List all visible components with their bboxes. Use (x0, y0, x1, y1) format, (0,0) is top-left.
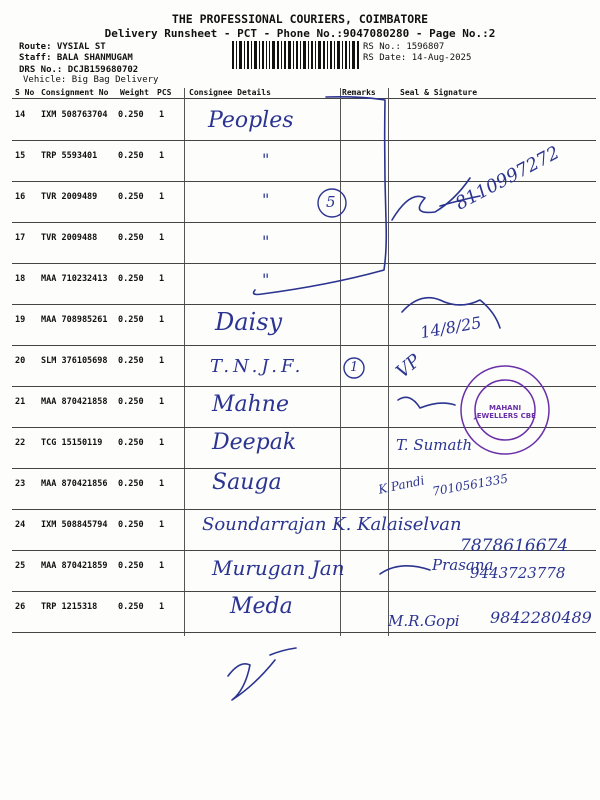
cell-pcs: 1 (159, 151, 165, 161)
cell-pcs: 1 (159, 315, 165, 325)
cell-sno: 23 (15, 479, 26, 489)
drs-number: DRS No.: DCJB159680702 (19, 65, 139, 75)
cell-consignment: IXM 508845794 (41, 520, 108, 530)
phone-row16: 8110997272 (452, 142, 563, 215)
cell-weight: 0.250 (118, 356, 144, 366)
consignee-hand-15: " (262, 150, 270, 169)
rs-date: RS Date: 14-Aug-2025 (363, 53, 472, 63)
consignee-hand-21: Mahne (212, 392, 289, 417)
cell-sno: 21 (15, 397, 26, 407)
signature-row21 (398, 397, 455, 408)
cell-sno: 25 (15, 561, 26, 571)
sign-row26: M.R.Gopi (388, 612, 460, 630)
cell-pcs: 1 (159, 561, 165, 571)
consignee-hand-24: Soundarrajan K. Kalaiselvan (202, 514, 462, 535)
cell-weight: 0.250 (118, 192, 144, 202)
cell-weight: 0.250 (118, 315, 144, 325)
circled-five-text: 5 (326, 193, 336, 211)
cell-consignment: IXM 508763704 (41, 110, 108, 120)
col-header-sno: S No (15, 88, 35, 97)
col-header-pcs: PCS (157, 88, 172, 97)
col-header-remarks: Remarks (342, 88, 376, 97)
consignee-hand-23: Sauga (212, 470, 282, 495)
signature-row25-underline (380, 566, 430, 574)
consignee-hand-26: Meda (230, 594, 293, 619)
cell-consignment: TRP 1215318 (41, 602, 98, 612)
consignee-hand-22: Deepak (212, 430, 297, 455)
rs-number: RS No.: 1596807 (363, 42, 445, 52)
sign-row23-phone: 7010561335 (431, 471, 509, 499)
cell-sno: 18 (15, 274, 26, 284)
route-label: Route: VYSIAL ST (19, 42, 106, 52)
sign-row23-name: K Pandi (377, 473, 426, 497)
cell-weight: 0.250 (118, 151, 144, 161)
cell-weight: 0.250 (118, 397, 144, 407)
cell-consignment: TVR 2009489 (41, 192, 98, 202)
cell-pcs: 1 (159, 602, 165, 612)
cell-weight: 0.250 (118, 274, 144, 284)
sign-row25-phone: 9443723778 (470, 564, 566, 582)
staff-label: Staff: BALA SHANMUGAM (19, 53, 133, 63)
cell-weight: 0.250 (118, 438, 144, 448)
cell-sno: 19 (15, 315, 26, 325)
cell-pcs: 1 (159, 233, 165, 243)
col-header-seal: Seal & Signature (400, 88, 478, 97)
sign-date-row19: 14/8/25 (418, 312, 483, 343)
cell-consignment: MAA 708985261 (41, 315, 108, 325)
sign-initials-row20: VP (392, 350, 425, 383)
cell-pcs: 1 (159, 356, 165, 366)
cell-sno: 26 (15, 602, 26, 612)
cell-pcs: 1 (159, 274, 165, 284)
cell-consignment: TVR 2009488 (41, 233, 98, 243)
cell-pcs: 1 (159, 110, 165, 120)
cell-pcs: 1 (159, 479, 165, 489)
company-title: THE PROFESSIONAL COURIERS, COIMBATORE (171, 12, 429, 26)
cell-consignment: MAA 870421858 (41, 397, 108, 407)
cell-consignment: TRP 5593401 (41, 151, 98, 161)
cell-weight: 0.250 (118, 110, 144, 120)
consignee-hand-16: " (262, 190, 270, 209)
col-header-consignment: Consignment No (41, 88, 109, 97)
cell-sno: 20 (15, 356, 26, 366)
cell-weight: 0.250 (118, 602, 144, 612)
sign-row24-phone: 7878616674 (460, 536, 569, 556)
sign-row26-phone: 9842280489 (490, 608, 592, 627)
runsheet-subtitle: Delivery Runsheet - PCT - Phone No.:9047080280 - Page No.:2 (104, 27, 496, 40)
cell-consignment: MAA 710232413 (41, 274, 108, 284)
cell-pcs: 1 (159, 438, 165, 448)
consignee-hand-19: Daisy (215, 308, 283, 336)
stamp-text: MAHANI JEWELLERS CBE (474, 404, 536, 420)
cell-sno: 14 (15, 110, 26, 120)
cell-consignment: TCG 15150119 (41, 438, 103, 448)
cell-sno: 16 (15, 192, 26, 202)
sign-row22: T. Sumath (396, 436, 473, 454)
signature-bottom (228, 648, 296, 700)
cell-weight: 0.250 (118, 479, 144, 489)
cell-sno: 24 (15, 520, 26, 530)
cell-weight: 0.250 (118, 520, 144, 530)
cell-pcs: 1 (159, 397, 165, 407)
circled-one-text: 1 (350, 360, 359, 375)
cell-consignment: MAA 870421856 (41, 479, 108, 489)
cell-sno: 22 (15, 438, 26, 448)
cell-sno: 15 (15, 151, 26, 161)
sign-row25-name: Prasana (432, 556, 494, 574)
cell-weight: 0.250 (118, 233, 144, 243)
consignee-hand-14: Peoples (208, 108, 294, 133)
consignee-hand-25: Murugan Jan (212, 556, 345, 580)
cell-consignment: MAA 870421859 (41, 561, 108, 571)
cell-pcs: 1 (159, 520, 165, 530)
col-header-weight: Weight (120, 88, 149, 97)
cell-consignment: SLM 376105698 (41, 356, 108, 366)
consignee-hand-17: " (262, 232, 270, 251)
consignee-hand-18: " (262, 270, 270, 289)
consignee-hand-20: T.N.J.F. (210, 356, 305, 377)
col-header-consignee: Consignee Details (189, 88, 271, 97)
vehicle-label: Vehicle: Big Bag Delivery (23, 75, 159, 85)
cell-weight: 0.250 (118, 561, 144, 571)
cell-pcs: 1 (159, 192, 165, 202)
cell-sno: 17 (15, 233, 26, 243)
